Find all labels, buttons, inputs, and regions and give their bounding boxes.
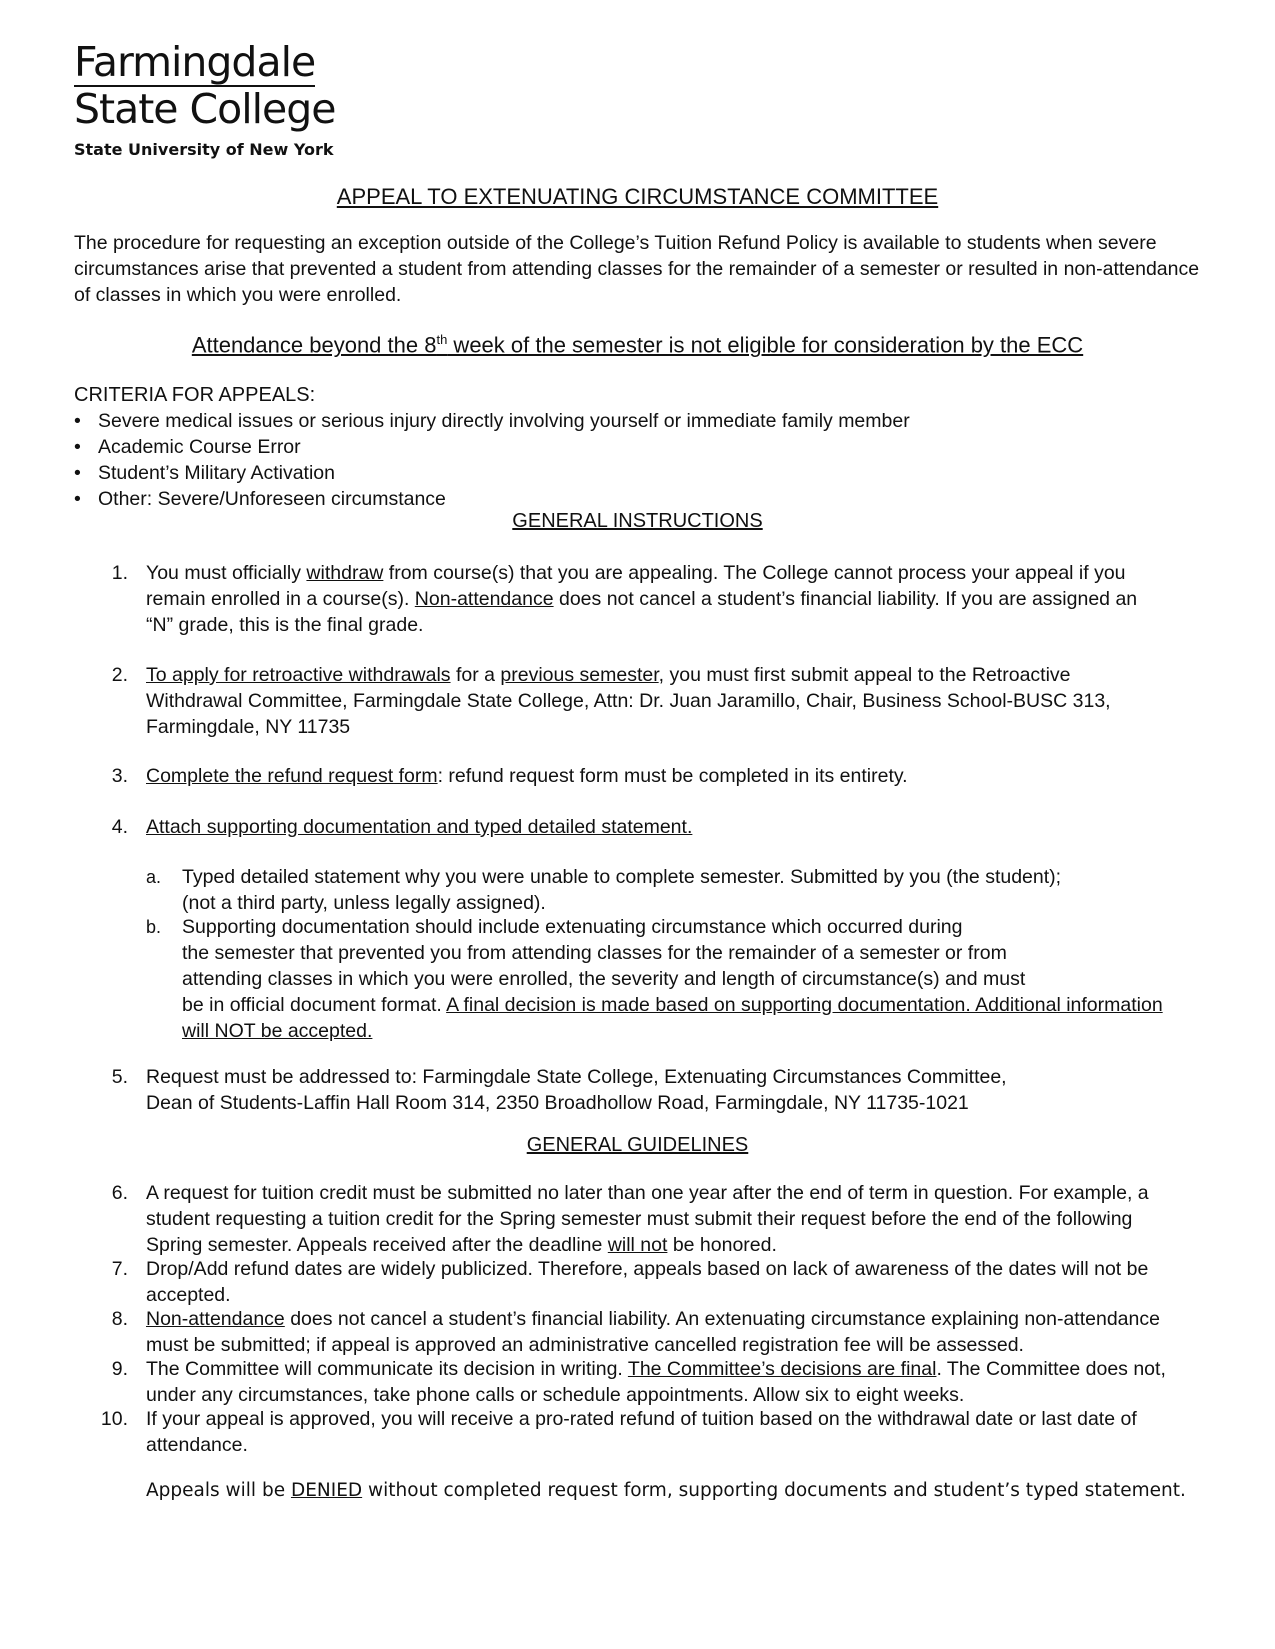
intro-paragraph: The procedure for requesting an exception outside of the College’s Tuition Refund Policy is available to students when severe circumstances arise that prevented a student from attending classes for the remainder of a semester or resulted in non-attendance of classes in which you were enrolled. (74, 232, 1200, 306)
item5-line-1: Request must be addressed to: Farmingdale State College, Extenuating Circumstances Committee, (146, 1066, 1007, 1088)
item9-text-2: . The Committee does not, under any circumstances, take phone calls or schedule appointments. Allow six to eight weeks. (146, 1358, 1166, 1406)
item4b-underline-final-decision: A final decision is made based on supporting documentation. Additional information will NOT be accepted. (182, 994, 1163, 1042)
item8-text: does not cancel a student’s financial liability. An extenuating circumstance explaining non-attendance must be submitted; if appeal is approved an administrative cancelled registration fee will be assessed. (146, 1308, 1160, 1356)
item4b-line-2: the semester that prevented you from attending classes for the remainder of a semester or from (182, 942, 1007, 964)
attendance-notice-sup: th (436, 332, 448, 347)
list-item (74, 434, 1174, 460)
item4a-line-1: Typed detailed statement why you were unable to complete semester. Submitted by you (the student); (182, 866, 1062, 888)
instruction-item-5 (146, 1064, 1166, 1116)
item-number-10: 10. (100, 1408, 128, 1430)
item-number-3: 3. (111, 765, 128, 787)
item6-text-1: A request for tuition credit must be submitted no later than one year after the end of term in question. For example, a student requesting a tuition credit for the Spring semester must submit their request before the end of the following Spring semester. Appeals received after the deadline (146, 1182, 1149, 1256)
item3-underline: Complete the refund request form (146, 765, 438, 787)
logo-line-2: State College (74, 85, 336, 133)
instruction-item-4 (146, 814, 1166, 840)
criteria-item-2: Academic Course Error (98, 436, 301, 458)
item9-text-1: The Committee will communicate its decision in writing. (146, 1358, 628, 1380)
general-guidelines-heading: GENERAL GUIDELINES (526, 1134, 749, 1156)
item-number-9: 9. (111, 1358, 128, 1380)
item2-text-2: , you must first submit appeal to the Retroactive Withdrawal Committee, Farmingdale State College, Attn: Dr. Juan Jaramillo, Chair, Business School-BUSC 313, Farmingdale, NY 11735 (146, 664, 1111, 738)
item1-text-1: You must officially (146, 562, 307, 584)
item4b-line-3: attending classes in which you were enrolled, the severity and length of circumstance(s) and must (182, 968, 1026, 990)
footer-notice (146, 1480, 1206, 1501)
bullet-icon: • (74, 488, 81, 510)
bullet-icon: • (74, 410, 81, 432)
item-letter-a: a. (146, 867, 162, 887)
item9-underline: The Committee’s decisions are final (627, 1358, 937, 1380)
item-number-2: 2. (111, 664, 128, 686)
criteria-item-4: Other: Severe/Unforeseen circumstance (98, 488, 446, 510)
instruction-item-4b (182, 914, 1167, 1044)
attendance-notice-before: Attendance beyond the 8 (191, 332, 437, 358)
college-logo (74, 38, 344, 159)
item6-underline: will not (607, 1234, 668, 1256)
instruction-item-3 (146, 763, 1166, 789)
item-number-8: 8. (111, 1308, 128, 1330)
item4b-line-1: Supporting documentation should include extenuating circumstance which occurred during (182, 916, 963, 938)
attendance-notice-after: week of the semester is not eligible for consideration by the ECC (447, 332, 1084, 358)
criteria-heading: CRITERIA FOR APPEALS: (74, 384, 316, 406)
guideline-item-6 (146, 1180, 1166, 1258)
item1-text-3: does not cancel a student’s financial liability. If you are assigned an “N” grade, this is the final grade. (146, 588, 1138, 636)
item4b-line-4: be in official document format. (182, 994, 447, 1016)
item-letter-b: b. (146, 917, 162, 937)
item1-underline-nonattendance: Non-attendance (414, 588, 554, 610)
page-title: APPEAL TO EXTENUATING CIRCUMSTANCE COMMITTEE (336, 184, 939, 209)
instruction-item-1 (146, 560, 1166, 638)
criteria-list (74, 408, 1174, 512)
item1-underline-withdraw: withdraw (306, 562, 384, 584)
instruction-item-4a (182, 864, 1182, 916)
guideline-item-8 (146, 1306, 1166, 1358)
item6-text-2: be honored. (667, 1234, 777, 1256)
attendance-notice (0, 332, 1275, 358)
instruction-item-2 (146, 662, 1166, 740)
item2-text-1: for a (450, 664, 501, 686)
bullet-icon: • (74, 436, 81, 458)
item10-text: If your appeal is approved, you will receive a pro-rated refund of tuition based on the withdrawal date or last date of attendance. (146, 1408, 1137, 1456)
item2-underline-previous: previous semester (500, 664, 659, 686)
general-instructions-heading: GENERAL INSTRUCTIONS (512, 510, 763, 532)
item5-line-2: Dean of Students-Laffin Hall Room 314, 2350 Broadhollow Road, Farmingdale, NY 11735-1021 (146, 1092, 969, 1114)
item-number-4: 4. (111, 816, 128, 838)
criteria-item-1: Severe medical issues or serious injury directly involving yourself or immediate family member (98, 410, 910, 432)
item2-underline-retroactive: To apply for retroactive withdrawals (146, 664, 451, 686)
list-item (74, 408, 1174, 434)
bullet-icon: • (74, 462, 81, 484)
footer-text-2: without completed request form, supporting documents and student’s typed statement. (362, 1480, 1186, 1501)
item-number-5: 5. (111, 1066, 128, 1088)
footer-text-1: Appeals will be (146, 1480, 291, 1501)
item-number-1: 1. (111, 562, 128, 584)
item4a-line-2: (not a third party, unless legally assigned). (182, 892, 546, 914)
list-item (74, 486, 1174, 512)
item8-underline: Non-attendance (146, 1308, 285, 1330)
guideline-item-10 (146, 1406, 1166, 1458)
item-number-7: 7. (111, 1258, 128, 1280)
item3-text: : refund request form must be completed in its entirety. (437, 765, 908, 787)
criteria-item-3: Student’s Military Activation (98, 462, 335, 484)
guideline-item-9 (146, 1356, 1166, 1408)
footer-underline-denied: DENIED (290, 1480, 363, 1501)
logo-line-1: Farmingdale (74, 38, 316, 86)
list-item (74, 460, 1174, 486)
item7-text: Drop/Add refund dates are widely publicized. Therefore, appeals based on lack of awareness of the dates will not be accepted. (146, 1258, 1149, 1306)
guideline-item-7 (146, 1256, 1166, 1308)
item-number-6: 6. (111, 1182, 128, 1204)
item1-text-2: from course(s) that you are appealing. The College cannot process your appeal if you remain enrolled in a course(s). (146, 562, 1126, 610)
item4-underline: Attach supporting documentation and typed detailed statement. (146, 816, 693, 838)
logo-subtitle: State University of New York (74, 140, 334, 159)
